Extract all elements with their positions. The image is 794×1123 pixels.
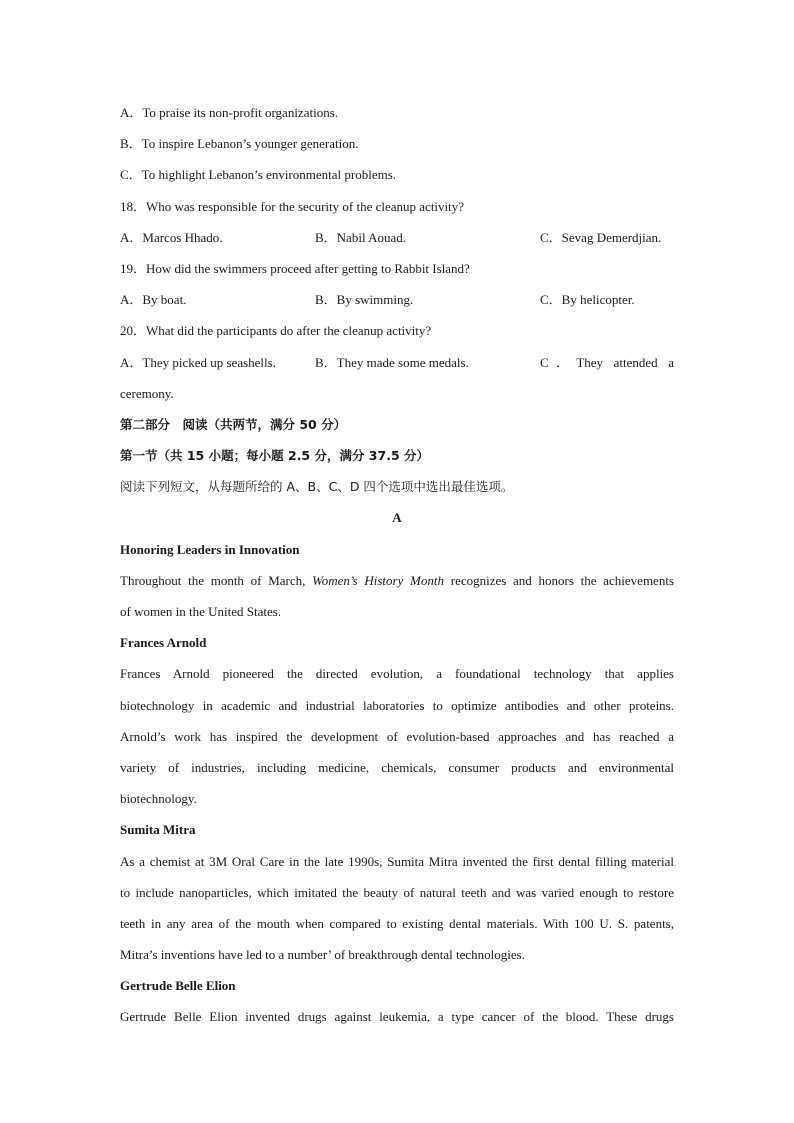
mitra-line: Mitra’s inventions have led to a number’ of breakthrough dental technologies.	[120, 947, 525, 963]
instruction-text: 阅读下列短文，从每题所给的 A、B、C、D 四个选项中选出最佳选项。	[120, 479, 514, 495]
q20-question: 20．What did the participants do after the cleanup activity?	[120, 323, 432, 339]
arnold-line: Frances Arnold pioneered the directed evolution, a foundational technology that applies	[120, 666, 674, 682]
arnold-line: biotechnology in academic and industrial laboratories to optimize antibodies and other proteins.	[120, 697, 674, 713]
intro-text-start: Throughout the month of March,	[120, 572, 313, 588]
section-heading: 第一节（共 15 小题；每小题 2.5 分，满分 37.5 分）	[120, 448, 429, 464]
q20-option-c-continued: ceremony.	[120, 385, 174, 401]
q18-options	[120, 222, 674, 253]
intro-line-2: of women in the United States.	[120, 604, 282, 619]
elion-line: Gertrude Belle Elion invented drugs against leukemia, a type cancer of the blood. These drugs	[120, 1009, 674, 1025]
mitra-line: teeth in any area of the mouth when compared to existing dental materials. With 100 U. S. patents,	[120, 915, 674, 931]
elion-heading: Gertrude Belle Elion	[120, 978, 236, 994]
q17-option-c: C．To highlight Lebanon’s environmental problems.	[120, 167, 397, 183]
intro-text-end: recognizes and honors the achievements	[444, 572, 674, 588]
q20-option-c: C．They attended a	[540, 354, 674, 370]
mitra-heading: Sumita Mitra	[120, 822, 196, 838]
arnold-line: biotechnology.	[120, 791, 197, 807]
q17-option-a: A．To praise its non-profit organizations.	[120, 105, 339, 120]
mitra-line: to include nanoparticles, which imitated the beauty of natural teeth and was varied enough to restore	[120, 884, 674, 900]
mitra-line: As a chemist at 3M Oral Care in the late 1990s, Sumita Mitra invented the first dental filling material	[120, 853, 674, 869]
arnold-line: variety of industries, including medicine, chemicals, consumer products and environmental	[120, 759, 674, 775]
intro-italic-title: Women’s History Month	[312, 572, 445, 588]
q18-question: 18．Who was responsible for the security of the cleanup activity?	[120, 198, 465, 214]
q19-option-b: B．By swimming.	[315, 292, 414, 308]
q17-option-b: B．To inspire Lebanon’s younger generation.	[120, 136, 359, 152]
q18-option-b: B．Nabil Aouad.	[315, 229, 406, 245]
passage-title: Honoring Leaders in Innovation	[120, 541, 300, 557]
q19-options	[120, 284, 674, 315]
passage-letter: A	[392, 510, 402, 526]
arnold-heading: Frances Arnold	[120, 635, 207, 651]
q19-option-c: C．By helicopter.	[540, 292, 635, 308]
q20-option-b: B．They made some medals.	[315, 354, 469, 370]
q20-options	[120, 347, 674, 378]
q18-option-a: A．Marcos Hhado.	[120, 229, 223, 245]
arnold-line: Arnold’s work has inspired the development of evolution-based approaches and has reached a	[120, 728, 674, 744]
q18-option-c: C．Sevag Demerdjian.	[540, 229, 662, 245]
q19-option-a: A．By boat.	[120, 292, 187, 308]
q19-question: 19．How did the swimmers proceed after getting to Rabbit Island?	[120, 260, 470, 276]
q20-option-a: A．They picked up seashells.	[120, 354, 276, 370]
intro-line-1	[120, 565, 674, 596]
part-heading: 第二部分 阅读（共两节，满分 50 分）	[120, 416, 347, 432]
document-body	[120, 97, 674, 1033]
